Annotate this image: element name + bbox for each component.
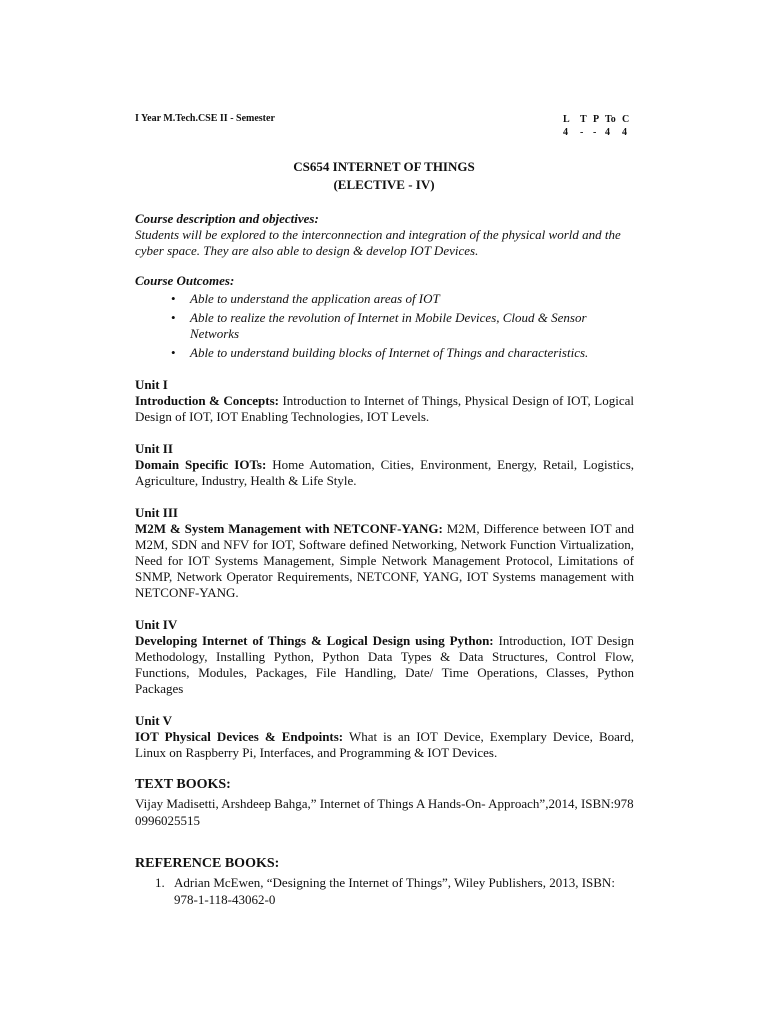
reference-books-section xyxy=(135,856,634,908)
course-outcomes-list xyxy=(135,291,634,361)
ltpc-values-row xyxy=(563,126,632,139)
unit-lead: Introduction & Concepts: xyxy=(135,393,279,408)
ltpc-table xyxy=(563,113,632,139)
text-books-heading: TEXT BOOKS: xyxy=(135,777,231,792)
outcome-text: Able to understand the application areas of IOT xyxy=(190,291,440,306)
unit-text: Home Automation, Cities, Environment, Energy, Retail, Logistics, Agriculture, Industry, Health & Life Style. xyxy=(135,457,635,488)
course-title xyxy=(0,158,768,194)
syllabus-content xyxy=(135,211,634,908)
ltpc-label-p: P xyxy=(593,114,600,125)
reference-books-list xyxy=(135,874,634,908)
unit-text: Introduction, IOT Design Methodology, Installing Python, Python Data Types & Data Structures, Control Flow, Functions, Modules, Packages, File Handling, Date/ Time Operations, Classes, Python Packages xyxy=(135,633,634,696)
reference-number: 1. xyxy=(155,875,165,890)
ltpc-value-c: 4 xyxy=(622,127,627,138)
unit-lead: Developing Internet of Things & Logical Design using Python: xyxy=(135,633,494,648)
unit-lead: M2M & System Management with NETCONF-YANG: xyxy=(135,521,443,536)
course-title-line2: (ELECTIVE - IV) xyxy=(333,177,435,192)
unit-text: M2M, Difference between IOT and M2M, SDN and NFV for IOT, Software defined Networking, Network Function Virtualization, Need for IOT Systems Management, Simple Network Management Protocol, Limitations of SNMP, Network Operator Requirements, NETCONF, YANG, IOT Systems management with NETCONF-YANG. xyxy=(135,521,634,600)
semester-label: I Year M.Tech.CSE II - Semester xyxy=(135,113,275,124)
bullet-icon: • xyxy=(171,291,176,306)
unit-lead: Domain Specific IOTs: xyxy=(135,457,267,472)
unit-3-section xyxy=(135,505,634,601)
ltpc-value-t: - xyxy=(580,127,584,138)
ltpc-labels-row xyxy=(563,113,632,126)
bullet-icon: • xyxy=(171,310,176,325)
ltpc-label-l: L xyxy=(563,114,570,125)
outcome-text: Able to realize the revolution of Internet in Mobile Devices, Cloud & Sensor Networks xyxy=(190,310,587,341)
ltpc-value-l: 4 xyxy=(563,127,568,138)
unit-4-section xyxy=(135,617,634,697)
ltpc-label-t: T xyxy=(580,114,587,125)
unit-2-section xyxy=(135,441,634,489)
reference-books-heading: REFERENCE BOOKS: xyxy=(135,856,280,871)
course-description-heading: Course description and objectives: xyxy=(135,211,319,226)
ltpc-label-to: To xyxy=(605,114,616,125)
unit-heading: Unit V xyxy=(135,713,172,728)
text-books-section xyxy=(135,777,634,829)
unit-heading: Unit I xyxy=(135,377,168,392)
unit-heading: Unit IV xyxy=(135,617,178,632)
reference-text: Adrian McEwen, “Designing the Internet of Things”, Wiley Publishers, 2013, ISBN: 978-1-118-43062-0 xyxy=(174,875,615,907)
outcome-text: Able to understand building blocks of Internet of Things and characteristics. xyxy=(190,345,589,360)
unit-1-section xyxy=(135,377,634,425)
unit-body xyxy=(135,457,634,489)
unit-heading: Unit III xyxy=(135,505,178,520)
unit-lead: IOT Physical Devices & Endpoints: xyxy=(135,729,344,744)
unit-body xyxy=(135,521,634,601)
list-item xyxy=(155,874,634,908)
unit-body xyxy=(135,729,634,761)
unit-heading: Unit II xyxy=(135,441,173,456)
list-item xyxy=(171,291,634,307)
bullet-icon: • xyxy=(171,345,176,360)
ltpc-value-to: 4 xyxy=(605,127,610,138)
ltpc-label-c: C xyxy=(622,114,630,125)
list-item xyxy=(171,345,634,361)
unit-text: Introduction to Internet of Things, Physical Design of IOT, Logical Design of IOT, IOT Enabling Technologies, IOT Levels. xyxy=(135,393,634,424)
unit-body xyxy=(135,633,634,697)
list-item xyxy=(171,310,634,342)
course-title-line1: CS654 INTERNET OF THINGS xyxy=(293,159,475,174)
unit-body xyxy=(135,393,634,425)
ltpc-value-p: - xyxy=(593,127,597,138)
course-outcomes-heading: Course Outcomes: xyxy=(135,273,235,288)
course-description-text: Students will be explored to the interconnection and integration of the physical world and the cyber space. They are also able to design & develop IOT Devices. xyxy=(135,227,621,258)
text-books-body: Vijay Madisetti, Arshdeep Bahga,” Internet of Things A Hands-On- Approach”,2014, ISBN:978 0996025515 xyxy=(135,796,634,828)
course-outcomes-section xyxy=(135,273,634,361)
course-description-section xyxy=(135,211,634,259)
unit-text: What is an IOT Device, Exemplary Device, Board, Linux on Raspberry Pi, Interfaces, and Programming & IOT Devices. xyxy=(135,729,634,760)
unit-5-section xyxy=(135,713,634,761)
